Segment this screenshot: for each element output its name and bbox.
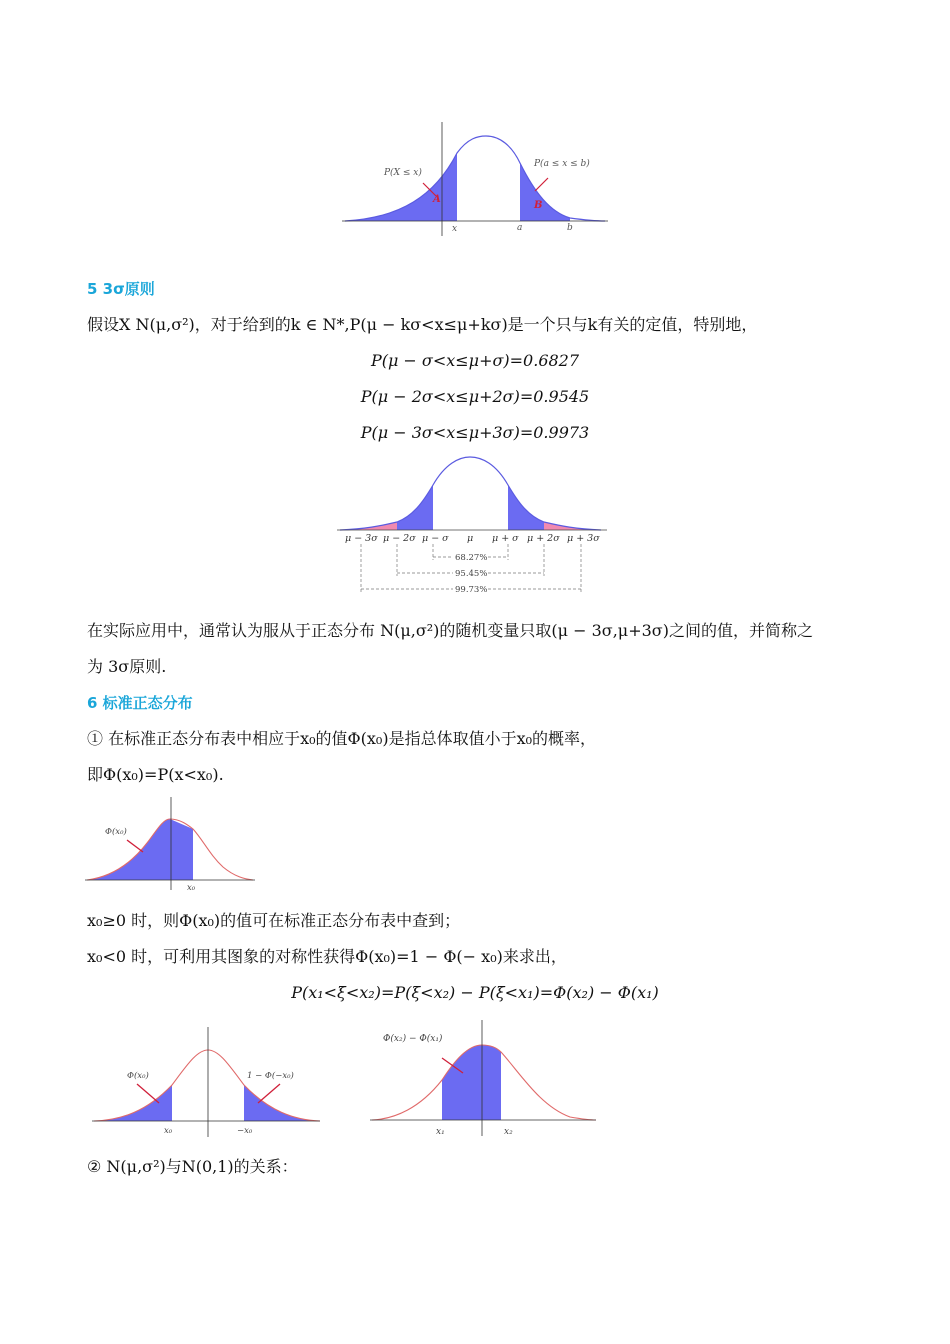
pct-95: 95.45% xyxy=(455,569,488,579)
figure-phi-difference xyxy=(370,1018,598,1140)
tick-mu: μ xyxy=(467,533,474,544)
tick-neg-x0: −x₀ xyxy=(237,1126,253,1136)
tick-mu-minus-sigma: μ − σ xyxy=(422,533,449,544)
pct-68: 68.27% xyxy=(455,553,488,563)
equation-3sigma: P(μ − 3σ<x≤μ+3σ)=0.9973 xyxy=(360,423,590,442)
density-curve xyxy=(345,136,605,221)
tick-x: x xyxy=(452,224,458,234)
density-curve xyxy=(94,1050,320,1121)
tick-mu-plus-2sigma: μ + 2σ xyxy=(527,533,560,544)
section-5-title: 3σ原则 xyxy=(102,280,155,298)
tick-b: b xyxy=(567,223,573,233)
tick-x0: x₀ xyxy=(164,1126,173,1136)
negative-case: x₀<0 时，可利用其图象的对称性获得Φ(x₀)=1 − Φ(− x₀)来求出， xyxy=(87,947,567,966)
tick-mu-minus-2sigma: μ − 2σ xyxy=(383,533,416,544)
section-6-title: 标准正态分布 xyxy=(102,694,193,712)
item-1-line-1: ① 在标准正态分布表中相应于x₀的值Φ(x₀)是指总体取值小于x₀的概率， xyxy=(87,729,597,748)
section-5-intro: 假设X N(μ,σ²)，对于给到的k ∈ N*,P(μ − kσ<x≤μ+kσ)是一个只与k有关的定值，特别地， xyxy=(87,315,758,334)
section-6-number: 6 xyxy=(87,694,98,712)
density-curve xyxy=(340,457,601,530)
section-5-conclusion-1: 在实际应用中，通常认为服从于正态分布 N(μ,σ²)的随机变量只取(μ − 3σ,μ+3σ)之间的值，并简称之 xyxy=(87,621,813,640)
section-5-heading xyxy=(87,278,155,300)
tick-mu-minus-3sigma: μ − 3σ xyxy=(345,533,378,544)
region-b xyxy=(520,163,570,221)
interval-equation: P(x₁<ξ<x₂)=P(ξ<x₂) − P(ξ<x₁)=Φ(x₂) − Φ(x₁) xyxy=(291,983,659,1002)
figure-three-sigma xyxy=(335,452,610,600)
region-a-label: A xyxy=(433,194,441,205)
figure-cdf-interval xyxy=(340,118,610,238)
tick-mu-plus-3sigma: μ + 3σ xyxy=(567,533,600,544)
section-5-conclusion-2: 为 3σ原则. xyxy=(87,657,167,676)
pct-99: 99.73% xyxy=(455,585,488,595)
equation-2sigma: P(μ − 2σ<x≤μ+2σ)=0.9545 xyxy=(360,387,590,406)
figure-symmetry xyxy=(92,1025,322,1140)
tick-x2: x₂ xyxy=(504,1127,513,1137)
tick-a: a xyxy=(517,223,523,233)
tick-x1: x₁ xyxy=(436,1127,445,1137)
section-5-number: 5 xyxy=(87,280,98,298)
label-phi-x0: Φ(x₀) xyxy=(127,1071,149,1081)
item-2: ② N(μ,σ²)与N(0,1)的关系： xyxy=(87,1157,298,1176)
region-b-label: B xyxy=(534,200,543,211)
section-6-heading xyxy=(87,692,193,714)
tick-x0: x₀ xyxy=(187,883,196,893)
label-one-minus-phi: 1 − Φ(−x₀) xyxy=(247,1071,294,1081)
label-phi-diff: Φ(x₂) − Φ(x₁) xyxy=(383,1034,443,1044)
figure-phi-x0 xyxy=(85,795,257,893)
equation-1sigma: P(μ − σ<x≤μ+σ)=0.6827 xyxy=(370,351,580,370)
label-phi-x0: Φ(x₀) xyxy=(105,827,127,837)
label-left: P(X ≤ x) xyxy=(384,168,422,178)
item-1-line-2: 即Φ(x₀)=P(x<x₀). xyxy=(87,765,224,784)
tick-mu-plus-sigma: μ + σ xyxy=(492,533,519,544)
region-a xyxy=(345,153,457,221)
label-right: P(a ≤ x ≤ b) xyxy=(534,159,590,169)
positive-case: x₀≥0 时，则Φ(x₀)的值可在标准正态分布表中查到； xyxy=(87,911,461,930)
